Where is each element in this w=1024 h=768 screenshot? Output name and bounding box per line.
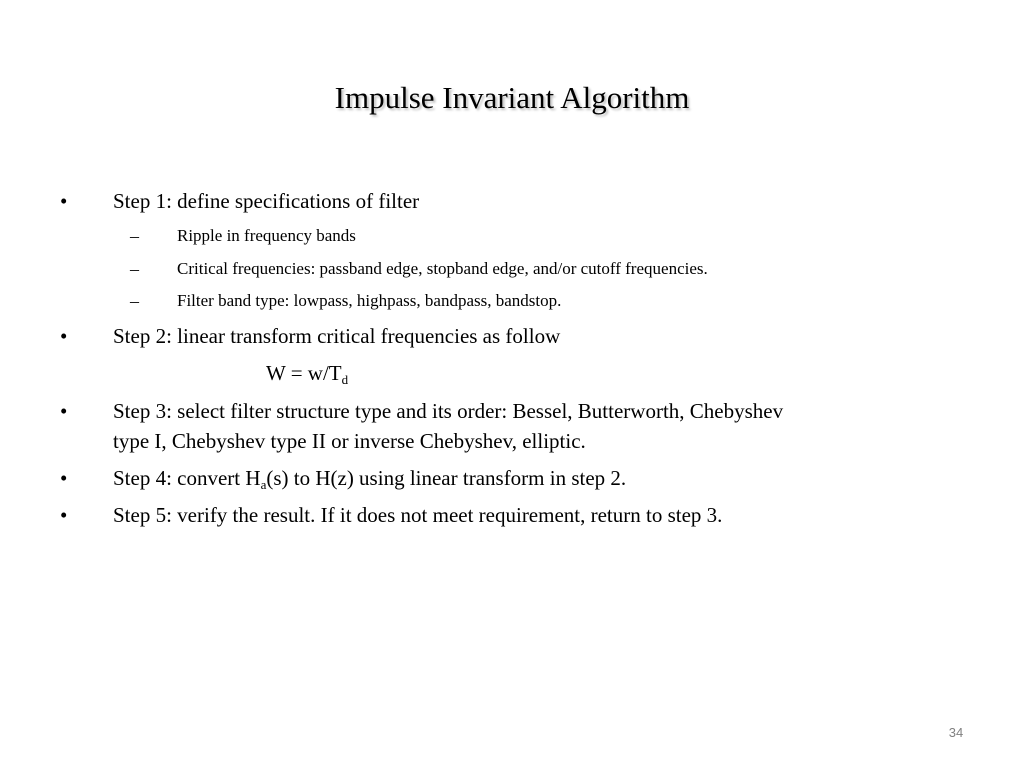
bullet-marker: • bbox=[60, 189, 68, 213]
bullet-marker: • bbox=[60, 399, 68, 423]
dash-marker: – bbox=[130, 259, 139, 279]
step-2-text: Step 2: linear transform critical frequencies as follow bbox=[113, 324, 561, 348]
step-1-text: Step 1: define specifications of filter bbox=[113, 189, 420, 213]
step-3-text-line-2: type I, Chebyshev type II or inverse Chebyshev, elliptic. bbox=[113, 429, 586, 453]
formula-main: W = w/T bbox=[266, 361, 342, 385]
step-1-subitem-1: Ripple in frequency bands bbox=[177, 226, 356, 245]
slide-title: Impulse Invariant Algorithm bbox=[334, 80, 690, 115]
dash-marker: – bbox=[130, 226, 139, 246]
step-4-text-before: Step 4: convert H bbox=[113, 466, 261, 490]
bullet-marker: • bbox=[60, 503, 68, 527]
bullet-marker: • bbox=[60, 466, 68, 490]
dash-marker: – bbox=[130, 291, 139, 311]
page-number: 34 bbox=[948, 725, 964, 740]
formula-subscript: d bbox=[341, 372, 349, 387]
step-2-formula bbox=[266, 358, 348, 388]
bullet-marker: • bbox=[60, 324, 68, 348]
step-1-subitem-2: Critical frequencies: passband edge, stopband edge, and/or cutoff frequencies. bbox=[177, 259, 708, 278]
step-4-text bbox=[113, 463, 973, 493]
step-5-text: Step 5: verify the result. If it does not meet requirement, return to step 3. bbox=[113, 503, 723, 527]
step-3-text-line-1: Step 3: select filter structure type and its order: Bessel, Butterworth, Chebyshev bbox=[113, 399, 784, 423]
step-4-text-after: (s) to H(z) using linear transform in step 2. bbox=[266, 466, 627, 490]
step-1-subitem-3: Filter band type: lowpass, highpass, bandpass, bandstop. bbox=[177, 291, 562, 310]
step-4-subscript: a bbox=[260, 477, 267, 492]
